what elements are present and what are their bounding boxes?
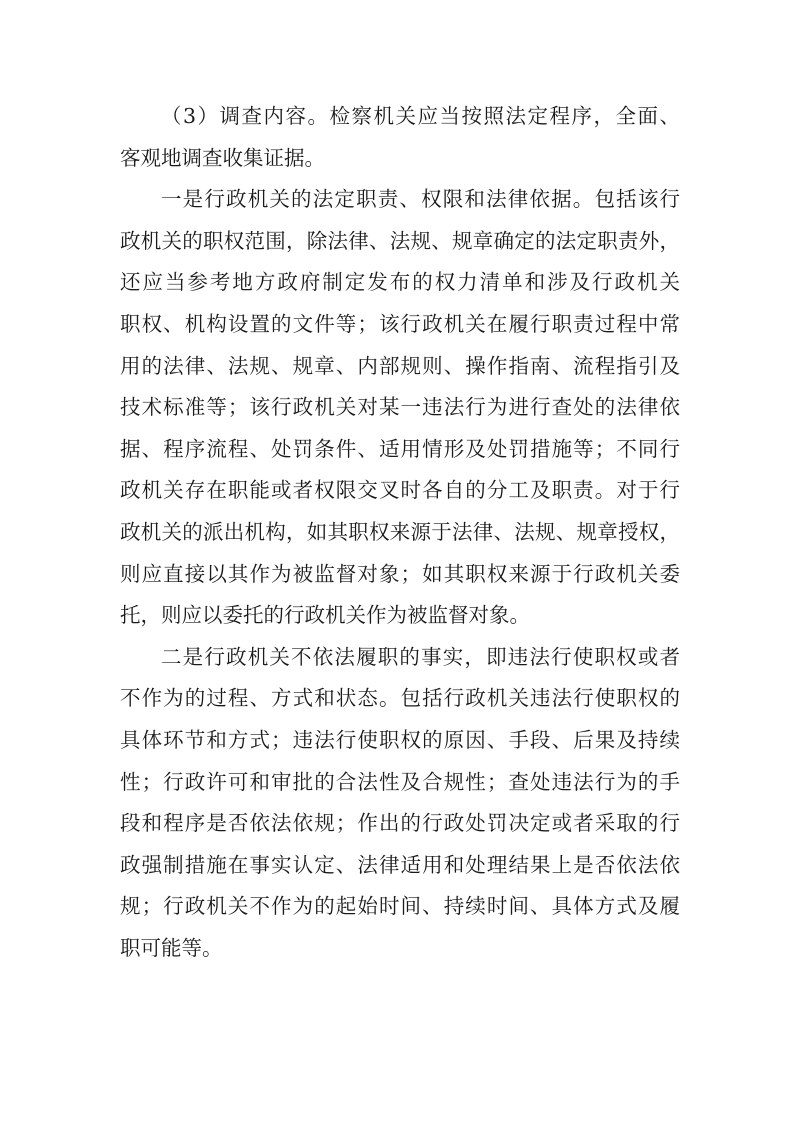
text-line: 二是行政机关不依法履职的事实，即违法行使职权或者 — [161, 644, 680, 669]
text-line: 政强制措施在事实认定、法律适用和处理结果上是否依法依 — [120, 852, 680, 877]
text-line: 段和程序是否依法依规；作出的行政处罚决定或者采取的行 — [120, 811, 680, 836]
text-line: 技术标准等；该行政机关对某一违法行为进行查处的法律依 — [120, 395, 680, 420]
text-line: 职权、机构设置的文件等；该行政机关在履行职责过程中常 — [120, 311, 680, 336]
text-line: 不作为的过程、方式和状态。包括行政机关违法行使职权的 — [120, 686, 680, 711]
text-line: 政机关的派出机构，如其职权来源于法律、法规、规章授权， — [120, 519, 680, 544]
text-line: 一是行政机关的法定职责、权限和法律依据。包括该行 — [161, 187, 680, 212]
text-line: 用的法律、法规、规章、内部规则、操作指南、流程指引及 — [120, 353, 680, 378]
text-line: 性；行政许可和审批的合法性及合规性；查处违法行为的手 — [120, 769, 680, 794]
text-line: 还应当参考地方政府制定发布的权力清单和涉及行政机关 — [120, 270, 680, 295]
text-line: 政机关存在职能或者权限交叉时各自的分工及职责。对于行 — [120, 478, 680, 503]
text-line: 客观地调查收集证据。 — [120, 145, 325, 170]
paragraph-non-performance-facts — [120, 637, 680, 970]
paragraph-investigation-content — [120, 96, 680, 179]
text-line: 具体环节和方式；违法行使职权的原因、手段、后果及持续 — [120, 727, 680, 752]
text-line: 托，则应以委托的行政机关作为被监督对象。 — [120, 603, 530, 628]
text-line: （3）调查内容。检察机关应当按照法定程序，全面、 — [161, 104, 680, 128]
document-body — [120, 96, 680, 969]
paragraph-legal-duties — [120, 179, 680, 637]
text-line: 政机关的职权范围，除法律、法规、规章确定的法定职责外， — [120, 228, 680, 253]
text-line: 规；行政机关不作为的起始时间、持续时间、具体方式及履 — [120, 894, 680, 919]
text-line: 据、程序流程、处罚条件、适用情形及处罚措施等；不同行 — [120, 436, 680, 461]
text-line: 职可能等。 — [120, 935, 223, 960]
text-line: 则应直接以其作为被监督对象；如其职权来源于行政机关委 — [120, 561, 680, 586]
